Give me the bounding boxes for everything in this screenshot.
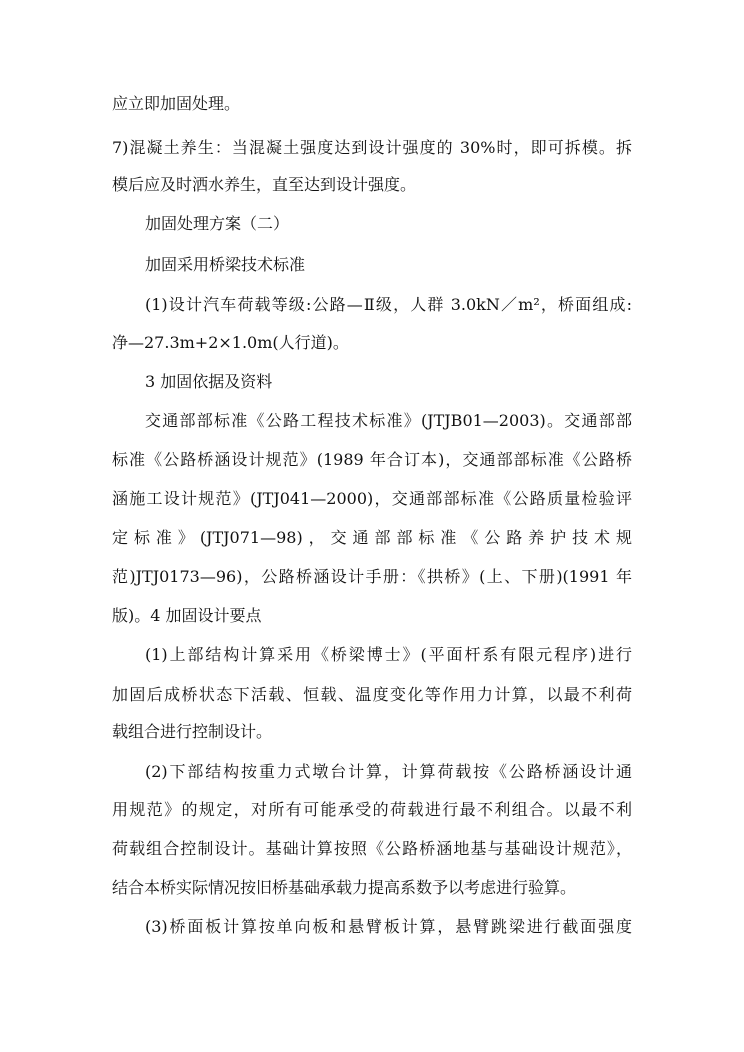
paragraph-line: 加固后成桥状态下活载、恒载、温度变化等作用力计算，以最不利荷 (112, 685, 632, 704)
paragraph-line: 涵施工设计规范》(JTJ041—2000)，交通部部标准《公路质量检验评 (112, 489, 632, 508)
paragraph-line: 标准《公路桥涵设计规范》(1989 年合订本)，交通部部标准《公路桥 (112, 450, 632, 469)
paragraph-line: 应立即加固处理。 (112, 94, 241, 113)
paragraph-line: 载组合进行控制设计。 (112, 722, 273, 741)
paragraph-line: 定标准》(JTJ071—98)，交通部部标准《公路养护技术规 (112, 528, 632, 547)
paragraph-line: 模后应及时洒水养生，直至达到设计强度。 (112, 175, 417, 194)
paragraph-line: 净—27.3m+2×1.0m(人行道)。 (112, 333, 349, 352)
section-heading: 3 加固依据及资料 (145, 372, 273, 391)
section-heading: 加固处理方案（二） (145, 214, 290, 233)
paragraph-line: (1)设计汽车荷载等级:公路—Ⅱ级，人群 3.0kN／m²，桥面组成: (145, 295, 632, 314)
paragraph-line: 7)混凝土养生：当混凝土强度达到设计强度的 30%时，即可拆模。拆 (112, 138, 632, 157)
paragraph-line: 用规范》的规定，对所有可能承受的荷载进行最不利组合。以最不利 (112, 800, 632, 819)
paragraph-line: (3)桥面板计算按单向板和悬臂板计算，悬臂跳梁进行截面强度 (145, 917, 632, 936)
paragraph-line: 荷载组合控制设计。基础计算按照《公路桥涵地基与基础设计规范》， (112, 839, 632, 858)
paragraph-line: 交通部部标准《公路工程技术标准》(JTJB01—2003)。交通部部 (145, 411, 632, 430)
paragraph-line: 结合本桥实际情况按旧桥基础承载力提高系数予以考虑进行验算。 (112, 878, 577, 897)
section-heading: 加固采用桥梁技术标准 (145, 255, 306, 274)
paragraph-line: 版)。4 加固设计要点 (112, 606, 262, 625)
paragraph-line: 范)JTJ0173—96)，公路桥涵设计手册：《拱桥》(上、下册)(1991 年 (112, 567, 632, 586)
paragraph-line: (1)上部结构计算采用《桥梁博士》(平面杆系有限元程序)进行 (145, 645, 632, 664)
paragraph-line: (2)下部结构按重力式墩台计算，计算荷载按《公路桥涵设计通 (145, 762, 632, 781)
